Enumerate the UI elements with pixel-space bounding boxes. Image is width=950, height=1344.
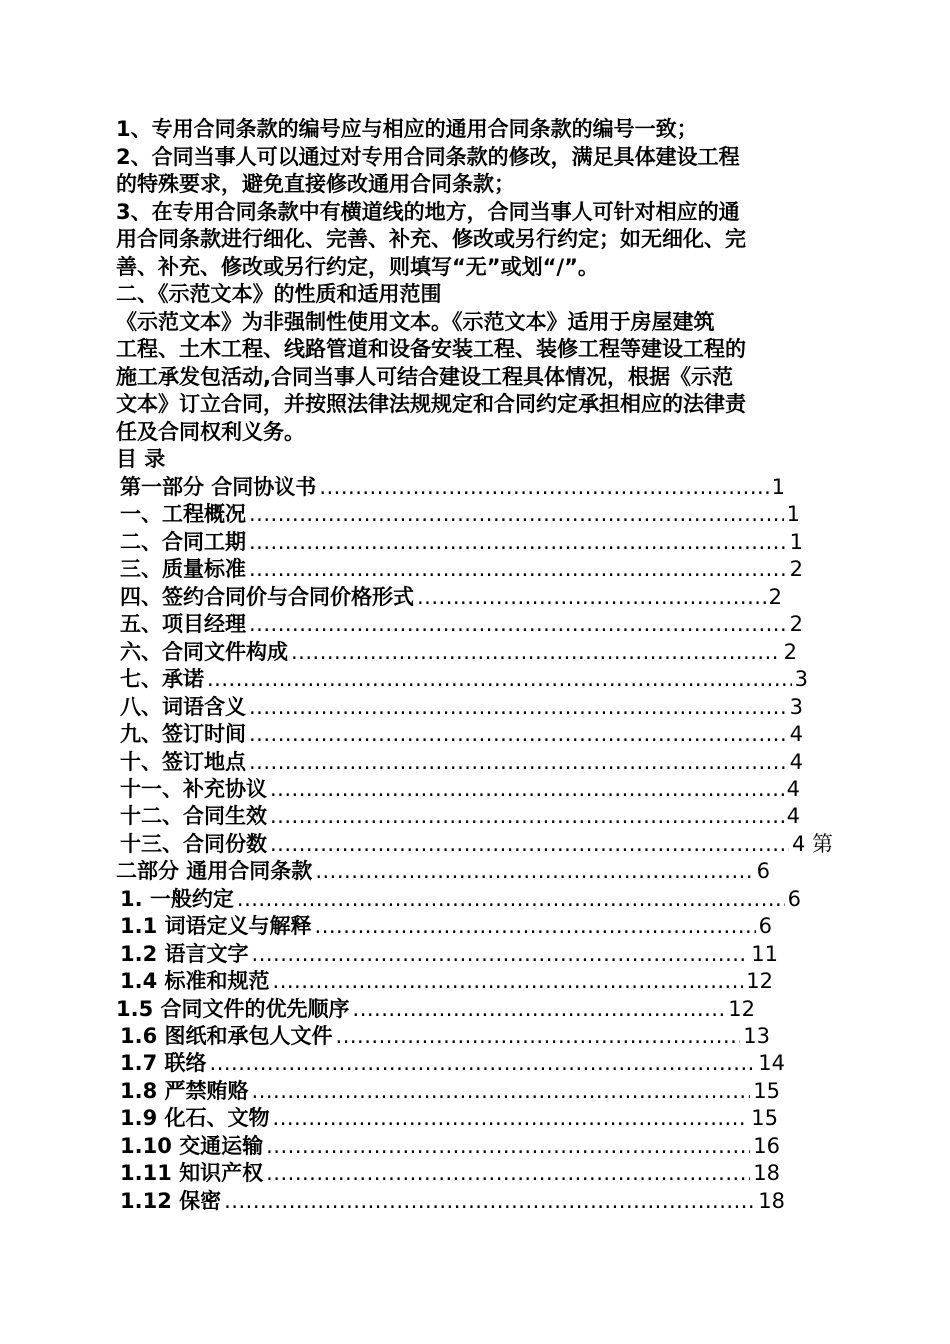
toc-entry[interactable]: [120, 1133, 780, 1161]
toc-dot-leader: [249, 749, 787, 777]
toc-entry-label: 1.6 图纸和承包人文件: [120, 1024, 333, 1048]
toc-page-number: 12: [746, 969, 773, 994]
toc-page-number: 15: [753, 1078, 780, 1103]
toc-entry[interactable]: [120, 749, 803, 777]
toc-entry-label: 一、工程概况: [120, 502, 246, 527]
toc-entry-label: 第一部分 合同协议书: [120, 475, 317, 499]
toc-page-number: 18: [758, 1188, 785, 1213]
toc-dot-leader: [252, 941, 749, 969]
toc-page-number: 14: [758, 1051, 785, 1076]
toc-entry-label: 五、项目经理: [120, 612, 246, 637]
toc-entry[interactable]: [116, 996, 755, 1024]
intro-line: 文本》订立合同，并按照法律法规规定和合同约定承担相应的法律责: [116, 392, 746, 416]
toc-page-number: 1: [771, 475, 785, 499]
toc-page-number: 6: [756, 859, 770, 884]
toc-entry[interactable]: [120, 1160, 780, 1188]
toc-dot-leader: [273, 968, 744, 996]
intro-line: 用合同条款进行细化、完善、补充、修改或另行约定；如无细化、完: [116, 227, 746, 251]
toc-entry[interactable]: [120, 803, 800, 831]
toc-page-number: 2: [768, 584, 782, 609]
toc-entry-label: 十二、合同生效: [120, 804, 267, 829]
toc-dot-leader: [210, 1050, 756, 1078]
toc-dot-leader: [249, 694, 787, 722]
toc-entry-label: 八、词语含义: [120, 694, 246, 719]
intro-line: 善、补充、修改或另行约定，则填写“无”或划“/”。: [116, 254, 599, 279]
toc-entry[interactable]: [120, 968, 773, 996]
toc-entry[interactable]: [120, 474, 785, 502]
toc-entry-label: 十三、合同份数: [120, 831, 267, 856]
toc-entry[interactable]: [120, 584, 782, 612]
toc-entry[interactable]: [120, 886, 801, 914]
toc-entry-label: 六、合同文件构成: [120, 639, 288, 664]
toc-entry-label: 三、质量标准: [120, 557, 246, 582]
toc-entry-label: 1.12 保密: [120, 1188, 222, 1213]
toc-entry-label: 1.1 词语定义与解释: [120, 914, 312, 939]
toc-page-number: 4 第: [791, 831, 833, 856]
toc-page-number: 13: [743, 1024, 770, 1048]
toc-entry[interactable]: [120, 529, 803, 557]
toc-heading: [116, 446, 165, 474]
toc-dot-leader: [207, 666, 792, 694]
toc-page-number: 15: [751, 1106, 778, 1131]
toc-entry[interactable]: [120, 1188, 785, 1216]
intro-line: 工程、土木工程、线路管道和设备安装工程、装修工程等建设工程的: [116, 337, 746, 361]
toc-dot-leader: [252, 1078, 751, 1106]
toc-entry-label: 1.4 标准和规范: [120, 969, 270, 994]
toc-dot-leader: [224, 1188, 755, 1216]
toc-dot-leader: [273, 1105, 749, 1133]
toc-dot-leader: [353, 996, 726, 1024]
toc-entry[interactable]: [120, 666, 808, 694]
toc-dot-leader: [266, 1160, 750, 1188]
toc-entry[interactable]: [120, 556, 803, 584]
toc-page-number: 6: [758, 914, 772, 939]
toc-page-number: 2: [789, 557, 803, 582]
toc-entry[interactable]: [120, 1078, 780, 1106]
toc-entry[interactable]: [120, 501, 800, 529]
toc-heading-text: 目 录: [116, 447, 166, 471]
toc-dot-leader: [249, 501, 784, 529]
toc-entry-label: 1.7 联络: [120, 1051, 207, 1076]
toc-entry-label: 1.9 化石、文物: [120, 1106, 270, 1131]
toc-entry[interactable]: [120, 831, 833, 859]
toc-entry[interactable]: [120, 941, 778, 969]
toc-dot-leader: [270, 831, 789, 859]
toc-entry-label: 二、合同工期: [120, 529, 246, 554]
toc-entry[interactable]: [120, 694, 803, 722]
toc-page-number: 4: [786, 804, 800, 829]
toc-entry-label: 七、承诺: [120, 667, 204, 692]
toc-dot-leader: [249, 529, 787, 557]
toc-entry-label: 1.11 知识产权: [120, 1161, 264, 1186]
toc-dot-leader: [417, 584, 766, 612]
toc-page-number: 2: [783, 639, 797, 664]
toc-entry[interactable]: [120, 913, 772, 941]
toc-page-number: 12: [728, 996, 755, 1021]
toc-entry-label: 十、签订地点: [120, 749, 246, 774]
section-heading: 二、《示范文本》的性质和适用范围: [116, 282, 442, 306]
toc-dot-leader: [249, 556, 787, 584]
intro-line: 2、合同当事人可以通过对专用合同条款的修改，满足具体建设工程: [116, 144, 740, 169]
intro-line: 《示范文本》为非强制性使用文本。《示范文本》适用于房屋建筑: [116, 309, 715, 334]
toc-dot-leader: [291, 639, 781, 667]
toc-dot-leader: [315, 913, 756, 941]
toc-page-number: 11: [751, 941, 778, 966]
toc-entry[interactable]: [120, 1105, 778, 1133]
toc-entry-label: 十一、补充协议: [120, 776, 267, 801]
toc-page-number: 6: [787, 886, 801, 911]
toc-page-number: 2: [789, 612, 803, 637]
intro-line: 1、专用合同条款的编号应与相应的通用合同条款的编号一致；: [116, 117, 698, 141]
toc-dot-leader: [249, 721, 787, 749]
toc-entry-label: 二部分 通用合同条款: [116, 859, 313, 884]
toc-page-number: 16: [753, 1133, 780, 1158]
toc-page-number: 4: [786, 776, 800, 801]
toc-entry[interactable]: [120, 1023, 770, 1051]
toc-page-number: 4: [789, 749, 803, 774]
toc-entry-label: 九、签订时间: [120, 722, 246, 747]
toc-dot-leader: [237, 886, 785, 914]
toc-entry-label: 四、签约合同价与合同价格形式: [120, 584, 414, 609]
intro-line: 的特殊要求，避免直接修改通用合同条款；: [116, 172, 515, 196]
intro-line: 施工承发包活动,合同当事人可结合建设工程具体情况，根据《示范: [116, 364, 733, 389]
toc-dot-leader: [319, 474, 768, 502]
toc-entry[interactable]: [120, 721, 803, 749]
intro-line: 任及合同权利义务。: [116, 419, 305, 444]
toc-dot-leader: [249, 611, 787, 639]
toc-dot-leader: [270, 803, 784, 831]
toc-entry[interactable]: [120, 611, 803, 639]
toc-entry[interactable]: [120, 639, 797, 667]
toc-entry[interactable]: [116, 858, 770, 886]
toc-page-number: 18: [753, 1161, 780, 1186]
toc-entry-label: 1.2 语言文字: [120, 941, 249, 966]
toc-entry-label: 1.5 合同文件的优先顺序: [116, 996, 350, 1021]
toc-page-number: 4: [789, 722, 803, 747]
toc-page-number: 3: [794, 667, 808, 692]
toc-dot-leader: [336, 1023, 741, 1051]
toc-page-number: 1: [786, 502, 800, 527]
toc-dot-leader: [315, 858, 753, 886]
toc-entry-label: 1.8 严禁贿赂: [120, 1078, 249, 1103]
toc-entry-label: 1.10 交通运输: [120, 1133, 264, 1158]
toc-entry[interactable]: [120, 1050, 785, 1078]
intro-line: 3、在专用合同条款中有横道线的地方，合同当事人可针对相应的通: [116, 199, 740, 224]
intro-text: [116, 116, 836, 446]
toc-page-number: 3: [789, 694, 803, 719]
toc-page-number: 1: [789, 529, 803, 554]
toc-dot-leader: [270, 776, 784, 804]
toc-dot-leader: [266, 1133, 750, 1161]
toc-entry[interactable]: [120, 776, 800, 804]
toc-entry-label: 1. 一般约定: [120, 886, 234, 911]
